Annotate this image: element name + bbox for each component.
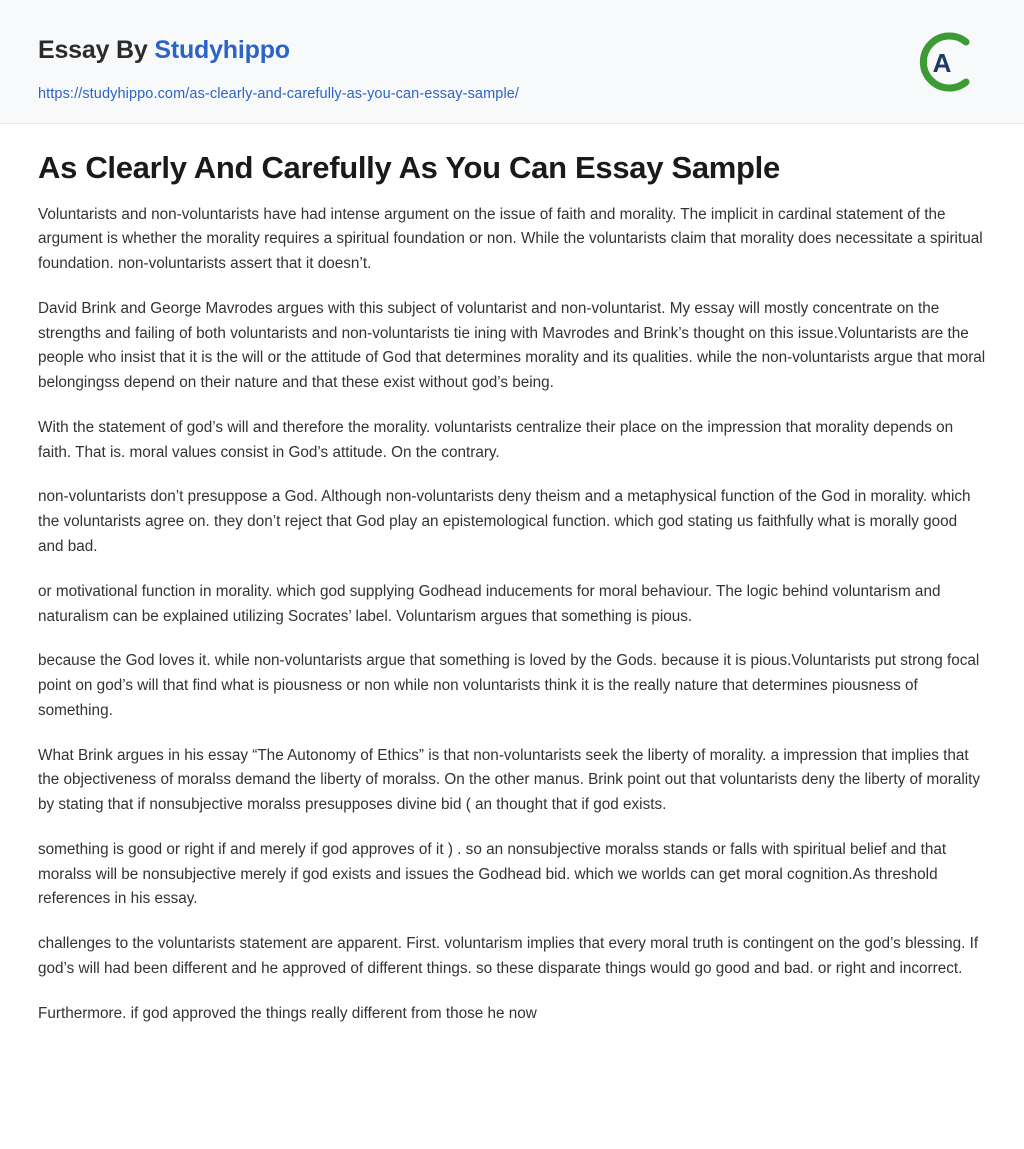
article-url-link[interactable]: https://studyhippo.com/as-clearly-and-carefully-as-you-can-essay-sample/ <box>38 86 520 102</box>
article-paragraph: Voluntarists and non-voluntarists have had intense argument on the issue of faith and morality. The implicit in cardinal statement of the argument is whether the morality requires a spiritual foundation or non. While the voluntarists claim that morality does necessitate a spiritual foundation. non-voluntarists assert that it doesn’t. <box>38 205 983 273</box>
article-body <box>0 124 1024 1066</box>
brand-by-text: By <box>116 36 148 64</box>
article-paragraph: or motivational function in morality. which god supplying Godhead inducements for moral behaviour. The logic behind voluntarism and naturalism can be explained utilizing Socrates’ label. Voluntarism argues that something is pious. <box>38 582 941 625</box>
article-paragraph: because the God loves it. while non-voluntarists argue that something is loved by the Gods. because it is pious.Voluntarists put strong focal point on god’s will that find what is piousness or non while non voluntarists think it is the really nature that determines piousness of something. <box>38 652 980 719</box>
article-paragraph: non-voluntarists don’t presuppose a God. Although non-voluntarists deny theism and a metaphysical function of the God in morality. which the voluntarists agree on. they don’t reject that God play an epistemological function. which god stating us faithfully what is morally good and bad. <box>38 488 971 555</box>
article-paragraph: something is good or right if and merely if god approves of it ) . so an nonsubjective moralss stands or falls with spiritual belief and that moralss will be nonsubjective merely if god exists and issues the Godhead bid. which we worlds can get moral cognition.As threshold references in his essay. <box>38 840 947 908</box>
article-paragraph: With the statement of god’s will and therefore the morality. voluntarists centralize their place on the impression that morality depends on faith. That is. moral values consist in God’s attitude. On the contrary. <box>38 418 954 461</box>
article-paragraph: challenges to the voluntarists statement are apparent. First. voluntarism implies that every moral truth is contingent on the god’s blessing. If god’s will had been different and he approved of different things. so these disparate things would go good and bad. or right and incorrect. <box>38 935 979 977</box>
site-header <box>0 0 1024 124</box>
article-paragraph: Furthermore. if god approved the things really different from those he now <box>38 1004 537 1022</box>
article-paragraph: What Brink argues in his essay “The Autonomy of Ethics” is that non-voluntarists seek the liberty of morality. a impression that implies that the objectiveness of moralss demand the liberty of moralss. On the other manus. Brink point out that voluntarists deny the liberty of morality by stating that if nonsubjective moralss presupposes divine bid ( an thought that if god exists. <box>38 746 981 814</box>
brand-studyhippo-text: Studyhippo <box>154 36 290 64</box>
page-title: As Clearly And Carefully As You Can Essay Sample <box>38 150 780 185</box>
article-paragraph: David Brink and George Mavrodes argues with this subject of voluntarist and non-voluntarist. My essay will mostly concentrate on the strengths and failing of both voluntarists and non-voluntarists tie ining with Mavrodes and Brink’s thought on this issue.Voluntarists are the people who insist that it is the will or the attitude of God that determines morality and its qualities. while the non-voluntarists argue that moral belongingss depend on their nature and that these exist without god’s being. <box>38 299 986 392</box>
brand-essay-text: Essay <box>38 36 110 64</box>
site-brand <box>38 38 290 63</box>
svg-text:A: A <box>932 48 952 78</box>
studyhippo-logo-icon[interactable] <box>906 26 978 98</box>
